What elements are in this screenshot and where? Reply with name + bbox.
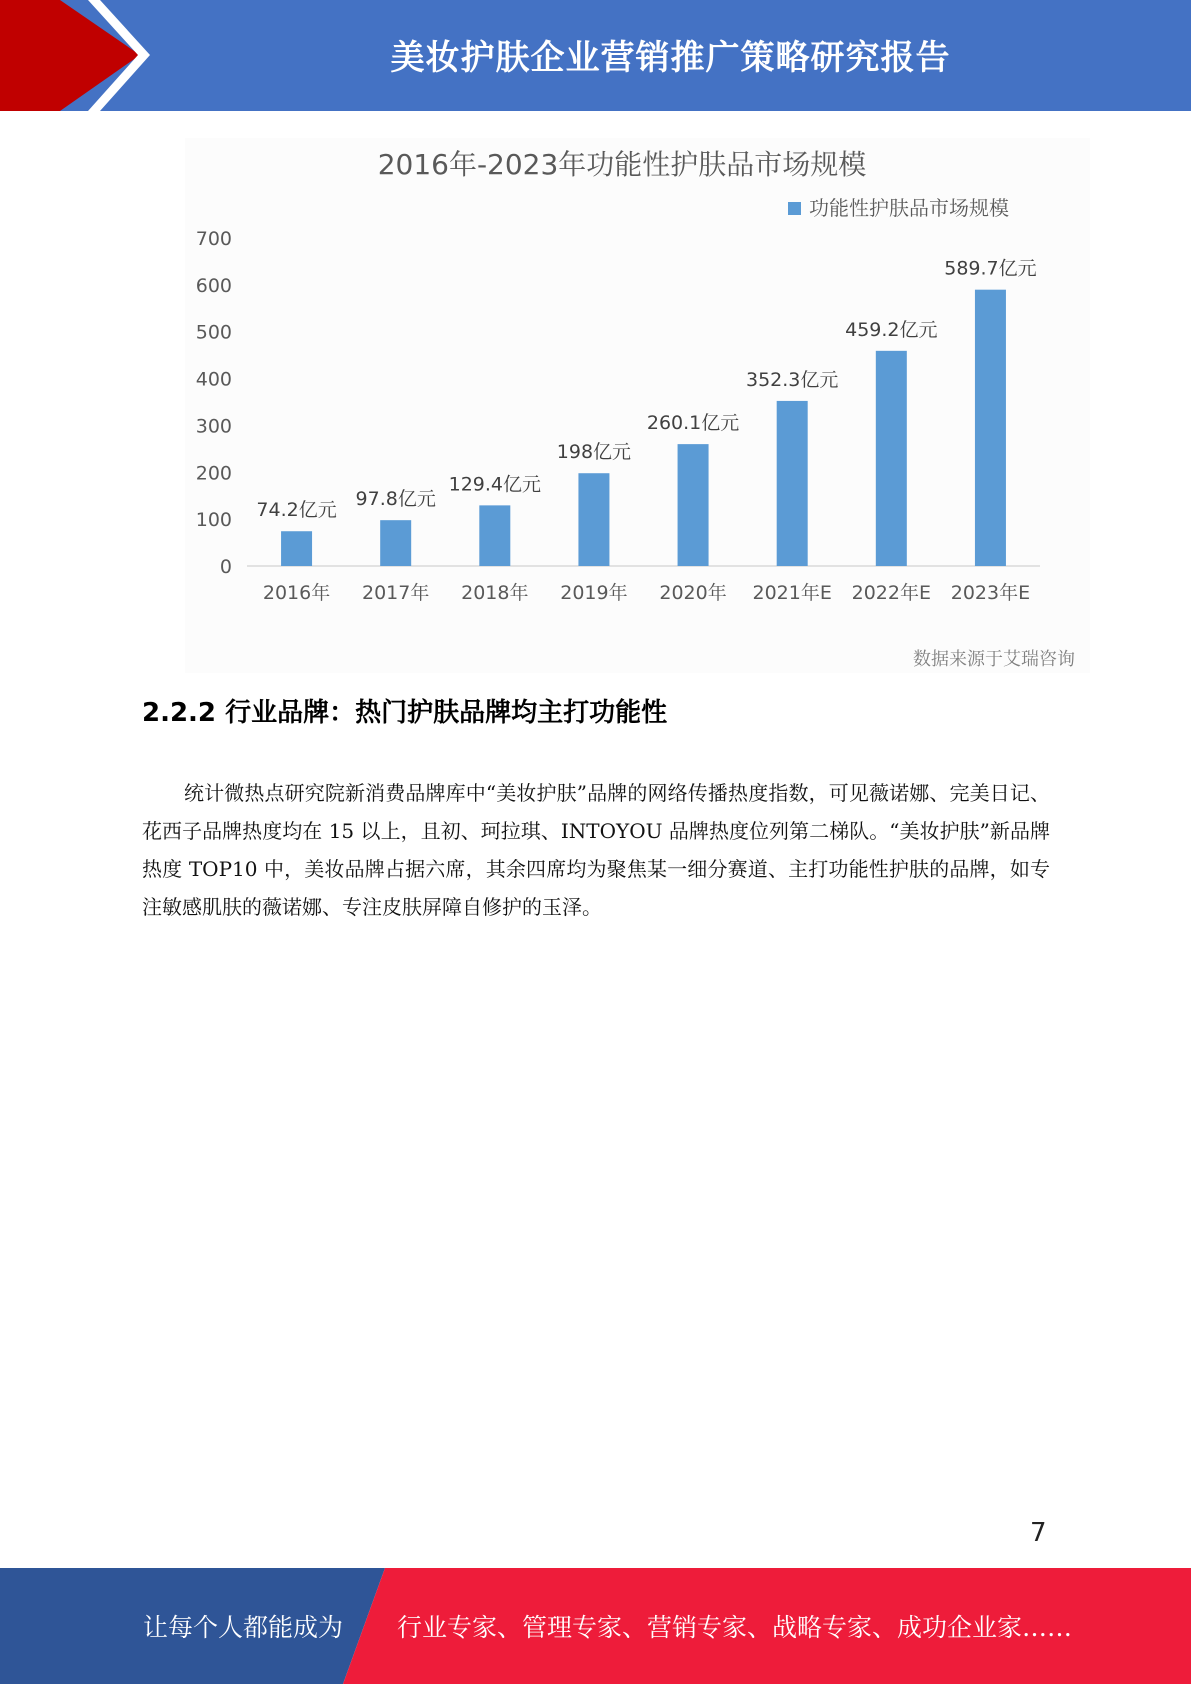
data-label: 74.2亿元 (256, 499, 337, 522)
data-label: 260.1亿元 (646, 412, 740, 435)
data-label: 198亿元 (556, 441, 632, 464)
bar (777, 401, 808, 566)
x-tick-label: 2020年 (659, 582, 727, 604)
x-tick-label: 2016年 (262, 582, 331, 604)
chart-title: 2016年-2023年功能性护肤品市场规模 (377, 148, 867, 181)
source-note: 数据来源于艾瑞咨询 (913, 649, 1075, 670)
bar (678, 444, 709, 566)
data-label: 459.2亿元 (845, 318, 938, 341)
bar (578, 473, 609, 566)
y-tick-label: 0 (219, 556, 232, 578)
x-tick-label: 2019年 (560, 582, 628, 604)
y-tick-label: 600 (195, 274, 232, 297)
section-heading: 2.2.2 行业品牌：热门护肤品牌均主打功能性 (142, 698, 668, 728)
data-label: 129.4亿元 (448, 473, 542, 496)
legend-label: 功能性护肤品市场规模 (809, 196, 1009, 220)
page-footer (0, 1568, 1191, 1684)
data-label: 589.7亿元 (944, 257, 1037, 280)
data-label: 97.8亿元 (355, 488, 436, 511)
legend-swatch (788, 202, 801, 215)
y-tick-label: 100 (195, 509, 232, 532)
bar (876, 351, 907, 566)
footer-slogan-right: 行业专家、管理专家、营销专家、战略专家、成功企业家…… (397, 1613, 1073, 1642)
y-tick-label: 500 (195, 321, 232, 344)
y-tick-label: 400 (195, 368, 232, 391)
bar (975, 290, 1006, 566)
x-tick-label: 2023年E (950, 582, 1031, 604)
bar (380, 520, 411, 566)
bar (281, 531, 312, 566)
y-tick-label: 200 (195, 462, 232, 485)
x-tick-label: 2022年E (851, 582, 931, 604)
y-tick-label: 700 (195, 228, 232, 250)
data-label: 352.3亿元 (745, 368, 839, 391)
page-header (0, 0, 1191, 111)
y-tick-label: 300 (195, 415, 232, 438)
market-size-chart (185, 138, 1090, 673)
x-tick-label: 2017年 (362, 582, 430, 604)
body-paragraph: 统计微热点研究院新消费品牌库中“美妆护肤”品牌的网络传播热度指数，可见薇诺娜、完美日记、花西子品牌热度均在 15 以上，且初、珂拉琪、INTOYOU 品牌热度位列第二梯队。“美妆护肤”新品牌热度 TOP10 中，美妆品牌占据六席，其余四席均为聚焦某一细分赛道、主打功能性护肤的品牌，如专注敏感肌肤的薇诺娜、专注皮肤屏障自修护的玉泽。 (142, 781, 1050, 919)
bar (479, 505, 510, 566)
page-number: 7 (1030, 1518, 1047, 1548)
x-tick-label: 2018年 (461, 582, 529, 604)
x-tick-label: 2021年E (752, 582, 832, 604)
footer-slogan-left: 让每个人都能成为 (143, 1613, 344, 1642)
bar-chart-svg (185, 138, 1090, 673)
report-title: 美妆护肤企业营销推广策略研究报告 (390, 37, 951, 78)
